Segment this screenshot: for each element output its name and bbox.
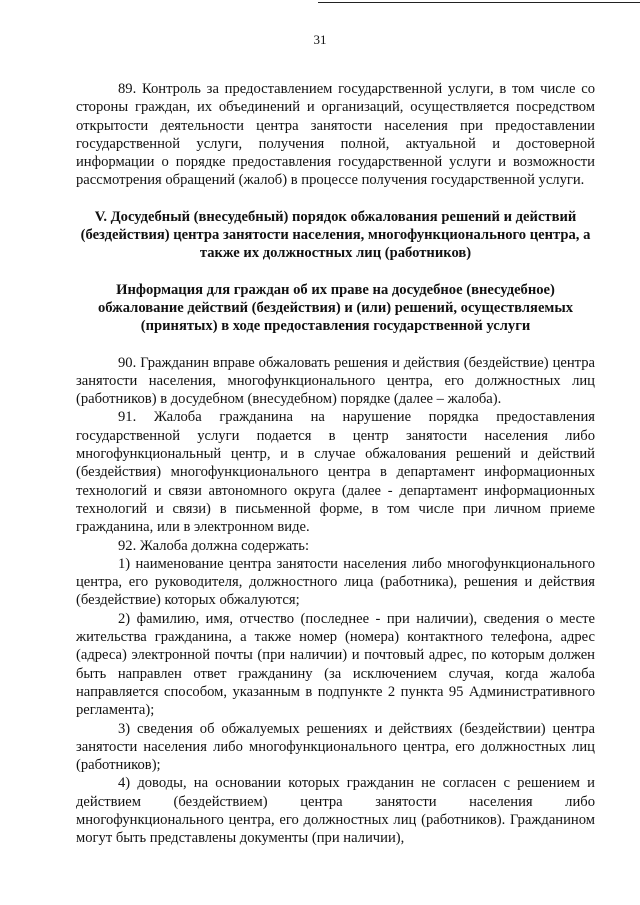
- paragraph-92-item-2: 2) фамилию, имя, отчество (последнее - при наличии), сведения о месте жительства гражданина, а также номер (номера) контактного телефона, адрес (адреса) электронной почты (при наличии) и почтовый адрес, по которым должен быть направлен ответ гражданину (за исключением случая, когда жалоба направляется способом, указанным в подпункте 2 пункта 95 Административного регламента);: [76, 610, 595, 719]
- document-body: [76, 80, 595, 848]
- top-rule: [318, 2, 640, 3]
- paragraph-89: 89. Контроль за предоставлением государственной услуги, в том числе со стороны граждан, их объединений и организаций, осуществляется посредством открытости деятельности центра занятости населения при предоставлении государственной услуги, получения полной, актуальной и достоверной информации о порядке предоставления государственной услуги и возможности рассмотрения обращений (жалоб) в процессе получения государственной услуги.: [76, 81, 595, 189]
- paragraph-90: 90. Гражданин вправе обжаловать решения и действия (бездействие) центра занятости населения, многофункционального центра, его должностных лиц (работников) в досудебном (внесудебном) порядке (далее – жалоба).: [76, 354, 595, 408]
- section-heading: V. Досудебный (внесудебный) порядок обжалования решений и действий (бездействия) центра занятости населения, многофункционального центра, а также их должностных лиц (работников): [80, 208, 591, 262]
- paragraph-92-item-3: 3) сведения об обжалуемых решениях и действиях (бездействии) центра занятости населения либо многофункционального центра, его должностных лиц (работников);: [76, 720, 595, 774]
- paragraph-92-item-1: 1) наименование центра занятости населения либо многофункционального центра, его руководителя, должностного лица (работника), решения и действия (бездействие) которых обжалуются;: [76, 555, 595, 609]
- paragraph-92: 92. Жалоба должна содержать:: [118, 537, 309, 554]
- paragraph-92-item-4: 4) доводы, на основании которых гражданин не согласен с решением и действием (бездействием) центра занятости населения либо многофункционального центра, его должностных лиц (работников). Гражданином могут быть представлены документы (при наличии),: [76, 775, 595, 847]
- paragraph-91: 91. Жалоба гражданина на нарушение порядка предоставления государственной услуги подается в центр занятости населения либо многофункциональный центр, и в случае обжалования решений и действий (бездействия) многофункционального центра в департамент информационных технологий и связи автономного округа (далее - департамент информационных технологий и связи) в письменной форме, в том числе при личном приеме гражданина, или в электронном виде.: [76, 409, 595, 536]
- page-number: 31: [313, 32, 327, 47]
- sub-heading: Информация для граждан об их праве на досудебное (внесудебное) обжалование действий (бездействия) и (или) решений, осуществляемых (принятых) в ходе предоставления государственной услуги: [97, 281, 574, 335]
